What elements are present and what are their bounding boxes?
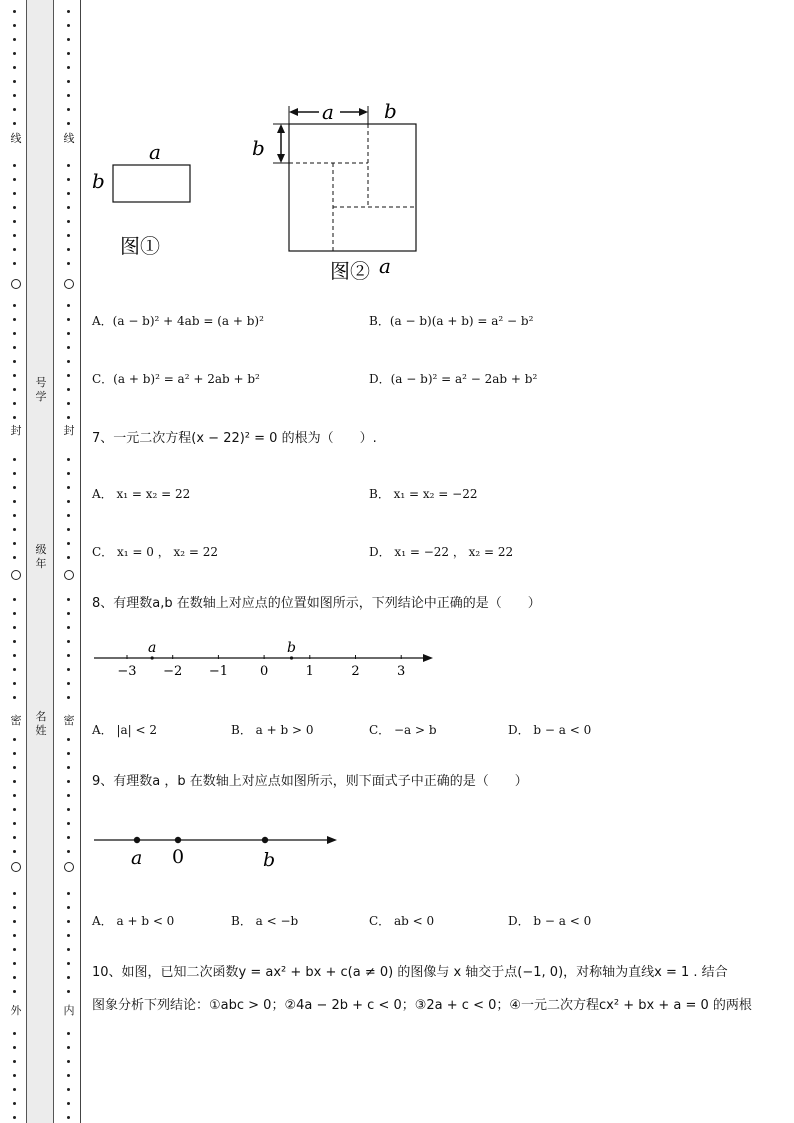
- fig2-label-a-bottom: a: [379, 254, 391, 278]
- binding-dot: [13, 514, 16, 517]
- q9-option-a[interactable]: A． a + b < 0: [92, 914, 175, 928]
- binding-dot: [67, 388, 70, 391]
- binding-dot: [67, 696, 70, 699]
- binding-dot: [13, 822, 16, 825]
- binding-dot: [67, 766, 70, 769]
- binding-dot: [67, 808, 70, 811]
- binding-dot: [13, 1046, 16, 1049]
- q6-option-b[interactable]: B．(a − b)(a + b) = a² − b²: [369, 314, 534, 328]
- binding-dot: [67, 206, 70, 209]
- binding-dot: [13, 696, 16, 699]
- binding-dot: [67, 514, 70, 517]
- q9-point-a: [134, 837, 140, 843]
- binding-dot: [13, 374, 16, 377]
- binding-dot: [13, 1102, 16, 1105]
- binding-dot: [67, 52, 70, 55]
- binding-dot: [13, 52, 16, 55]
- binding-dot: [67, 458, 70, 461]
- binding-dot: [67, 1088, 70, 1091]
- binding-dot: [13, 654, 16, 657]
- binding-dot: [67, 850, 70, 853]
- q9-point-zero: [175, 837, 181, 843]
- binding-dot: [67, 920, 70, 923]
- binding-dot: [13, 640, 16, 643]
- binding-dot: [13, 808, 16, 811]
- binding-dot: [13, 906, 16, 909]
- binding-dot: [13, 304, 16, 307]
- binding-dot: [67, 794, 70, 797]
- binding-dot: [67, 542, 70, 545]
- q8-axis-tick-label: 2: [351, 664, 360, 679]
- binding-dot: [13, 164, 16, 167]
- binding-dot: [13, 248, 16, 251]
- binding-dot: [13, 836, 16, 839]
- q9-option-d[interactable]: D． b − a < 0: [508, 914, 592, 928]
- fig1-label-b: b: [92, 169, 105, 193]
- binding-dot: [67, 220, 70, 223]
- binding-border-line: [80, 0, 81, 1123]
- fig1-caption: 图①: [120, 234, 160, 258]
- fig2-square: [289, 124, 416, 251]
- fig2-arrowhead: [277, 124, 285, 133]
- binding-dot: [13, 94, 16, 97]
- binding-dot: [13, 234, 16, 237]
- binding-dot: [67, 304, 70, 307]
- q8-text: 8、有理数a,b 在数轴上对应点的位置如图所示，下列结论中正确的是（ ）: [92, 596, 541, 611]
- q9-label-zero: 0: [172, 846, 185, 868]
- binding-dot: [67, 472, 70, 475]
- binding-dot: [67, 822, 70, 825]
- binding-dot: [67, 1060, 70, 1063]
- binding-dot: [67, 962, 70, 965]
- q6-option-a[interactable]: A．(a − b)² + 4ab = (a + b)²: [92, 314, 264, 328]
- binding-hole-circle: [64, 862, 74, 872]
- binding-dot: [13, 360, 16, 363]
- binding-hole-circle: [11, 279, 21, 289]
- inner-mark-nei: 内: [63, 1004, 75, 1017]
- q9-axis-arrow: [327, 836, 337, 844]
- binding-dot: [13, 1088, 16, 1091]
- binding-dot: [67, 990, 70, 993]
- binding-dot: [13, 1032, 16, 1035]
- exam-content: [92, 0, 782, 1123]
- binding-dot: [13, 766, 16, 769]
- binding-dot: [67, 416, 70, 419]
- binding-dot: [67, 38, 70, 41]
- binding-dot: [67, 836, 70, 839]
- binding-dot: [67, 1046, 70, 1049]
- binding-dot: [13, 738, 16, 741]
- binding-margin: [0, 0, 82, 1123]
- q10-line2: 图象分析下列结论：①abc > 0；②4a − 2b + c < 0；③2a + c < 0；④一元二次方程cx² + bx + a = 0 的两根: [92, 998, 752, 1013]
- q7-option-b[interactable]: B． x₁ = x₂ = −22: [369, 487, 478, 501]
- grade-label: 级年: [35, 543, 47, 570]
- binding-dot: [13, 752, 16, 755]
- binding-dot: [67, 10, 70, 13]
- binding-dot: [67, 976, 70, 979]
- binding-dot: [13, 934, 16, 937]
- binding-dot: [13, 976, 16, 979]
- q8-axis-tick-label: −1: [208, 664, 228, 679]
- q8-point-a-marker: [151, 656, 154, 659]
- binding-dot: [13, 192, 16, 195]
- q7-text: 7、一元二次方程(x − 22)² = 0 的根为（ ）.: [92, 431, 377, 446]
- fig1-rectangle: [113, 165, 190, 202]
- binding-dot: [67, 556, 70, 559]
- binding-hole-circle: [64, 279, 74, 289]
- q6-option-c[interactable]: C．(a + b)² = a² + 2ab + b²: [92, 372, 260, 386]
- binding-dot: [67, 500, 70, 503]
- name-label: 名姓: [35, 710, 47, 737]
- binding-dot: [67, 80, 70, 83]
- binding-dot: [13, 206, 16, 209]
- binding-dot: [67, 626, 70, 629]
- binding-dot: [13, 332, 16, 335]
- fig2-arrowhead: [289, 108, 298, 116]
- binding-dot: [13, 388, 16, 391]
- binding-dot: [67, 360, 70, 363]
- binding-dot: [67, 94, 70, 97]
- q8-axis-arrow: [423, 654, 433, 662]
- binding-dot: [67, 682, 70, 685]
- q9-label-a: a: [131, 847, 143, 869]
- binding-dot: [67, 122, 70, 125]
- q8-axis-tick-label: −2: [163, 664, 183, 679]
- binding-dot: [67, 346, 70, 349]
- binding-dot: [67, 318, 70, 321]
- binding-dot: [67, 486, 70, 489]
- q8-point-b-marker: [290, 656, 293, 659]
- binding-dot: [13, 794, 16, 797]
- binding-dot: [67, 598, 70, 601]
- student-number-label: 号学: [35, 376, 47, 403]
- binding-dot: [67, 402, 70, 405]
- binding-dot: [67, 780, 70, 783]
- binding-dot: [13, 220, 16, 223]
- q8-point-a: a: [147, 640, 157, 656]
- binding-dot: [67, 528, 70, 531]
- binding-dot: [13, 948, 16, 951]
- binding-dot: [13, 612, 16, 615]
- binding-dot: [13, 122, 16, 125]
- fig2-label-a-top: a: [322, 100, 334, 124]
- binding-dot: [13, 528, 16, 531]
- q8-point-b: b: [287, 640, 297, 656]
- binding-outer-dots: [10, 0, 20, 1123]
- binding-dot: [13, 598, 16, 601]
- binding-dot: [67, 948, 70, 951]
- q8-number-line: [92, 636, 452, 684]
- fig1-label-a: a: [149, 140, 161, 164]
- binding-dot: [67, 66, 70, 69]
- binding-dot: [13, 668, 16, 671]
- binding-dot: [67, 108, 70, 111]
- q8-axis-tick-label: 0: [259, 664, 269, 679]
- q8-axis-tick-label: 3: [397, 664, 406, 679]
- binding-dot: [13, 472, 16, 475]
- binding-dot: [13, 486, 16, 489]
- binding-dot: [67, 24, 70, 27]
- binding-dot: [13, 178, 16, 181]
- q8-axis-tick-label: 1: [305, 664, 314, 679]
- binding-hole-circle: [11, 862, 21, 872]
- fig2-arrowhead: [277, 154, 285, 163]
- q8-option-a[interactable]: A． |a| < 2: [92, 723, 158, 737]
- binding-dot: [13, 1116, 16, 1119]
- q8-option-b[interactable]: B． a + b > 0: [231, 723, 314, 737]
- inner-mark-xian: 线: [63, 132, 75, 145]
- binding-dot: [13, 542, 16, 545]
- outer-mark-xian: 线: [10, 132, 22, 145]
- binding-dot: [67, 752, 70, 755]
- inner-mark-mi: 密: [63, 714, 75, 727]
- binding-dot: [67, 1074, 70, 1077]
- q8-option-c[interactable]: C． −a > b: [369, 723, 437, 737]
- q9-option-b[interactable]: B． a < −b: [231, 914, 299, 928]
- binding-dot: [67, 178, 70, 181]
- binding-dot: [13, 80, 16, 83]
- fig2-arrowhead: [359, 108, 368, 116]
- figures-area: [92, 95, 432, 285]
- binding-dot: [67, 934, 70, 937]
- q6-option-d[interactable]: D．(a − b)² = a² − 2ab + b²: [369, 372, 538, 386]
- binding-dot: [67, 612, 70, 615]
- binding-dot: [13, 10, 16, 13]
- binding-dot: [67, 332, 70, 335]
- fig2-label-b-corner: b: [384, 99, 397, 123]
- binding-dot: [13, 780, 16, 783]
- binding-dot: [67, 164, 70, 167]
- q8-axis-tick-label: −3: [117, 664, 137, 679]
- binding-dot: [67, 654, 70, 657]
- binding-dot: [13, 416, 16, 419]
- binding-dot: [67, 262, 70, 265]
- q7-option-a[interactable]: A． x₁ = x₂ = 22: [92, 487, 191, 501]
- binding-dot: [67, 1102, 70, 1105]
- q7-option-c[interactable]: C． x₁ = 0 ， x₂ = 22: [92, 545, 219, 559]
- binding-dot: [13, 962, 16, 965]
- q10-line1: 10、如图，已知二次函数y = ax² + bx + c(a ≠ 0) 的图像与 x 轴交于点(−1, 0)，对称轴为直线x = 1 . 结合: [92, 965, 728, 980]
- q7-option-d[interactable]: D． x₁ = −22 ， x₂ = 22: [369, 545, 514, 559]
- q9-label-b: b: [263, 849, 276, 871]
- binding-dot: [13, 500, 16, 503]
- binding-dot: [13, 458, 16, 461]
- binding-dot: [67, 668, 70, 671]
- binding-dot: [13, 108, 16, 111]
- binding-dot: [13, 990, 16, 993]
- binding-dot: [67, 374, 70, 377]
- binding-dot: [67, 248, 70, 251]
- binding-dot: [13, 262, 16, 265]
- q8-option-d[interactable]: D． b − a < 0: [508, 723, 592, 737]
- binding-dot: [13, 920, 16, 923]
- q9-number-line: [92, 826, 352, 876]
- binding-dot: [13, 1074, 16, 1077]
- binding-dot: [67, 234, 70, 237]
- binding-dot: [67, 192, 70, 195]
- binding-dot: [67, 906, 70, 909]
- binding-dot: [13, 38, 16, 41]
- binding-dot: [13, 1060, 16, 1063]
- binding-dot: [67, 640, 70, 643]
- binding-dot: [67, 892, 70, 895]
- outer-mark-feng: 封: [10, 424, 22, 437]
- fig2-caption: 图②: [330, 259, 370, 283]
- binding-dot: [13, 346, 16, 349]
- q9-text: 9、有理数a ，b 在数轴上对应点如图所示，则下面式子中正确的是（ ）: [92, 774, 528, 789]
- binding-hole-circle: [11, 570, 21, 580]
- binding-dot: [13, 66, 16, 69]
- q9-point-b: [262, 837, 268, 843]
- binding-dot: [13, 402, 16, 405]
- outer-mark-mi: 密: [10, 714, 22, 727]
- outer-mark-wai: 外: [10, 1004, 22, 1017]
- binding-dot: [13, 318, 16, 321]
- binding-dot: [13, 892, 16, 895]
- binding-dot: [13, 850, 16, 853]
- binding-dot: [67, 738, 70, 741]
- fig2-label-b-side: b: [252, 136, 265, 160]
- binding-hole-circle: [64, 570, 74, 580]
- binding-inner-dots: [64, 0, 74, 1123]
- binding-dot: [13, 626, 16, 629]
- binding-dot: [13, 556, 16, 559]
- inner-mark-feng: 封: [63, 424, 75, 437]
- binding-dot: [13, 24, 16, 27]
- binding-dot: [67, 1032, 70, 1035]
- q9-option-c[interactable]: C． ab < 0: [369, 914, 435, 928]
- binding-dot: [13, 682, 16, 685]
- binding-dot: [67, 1116, 70, 1119]
